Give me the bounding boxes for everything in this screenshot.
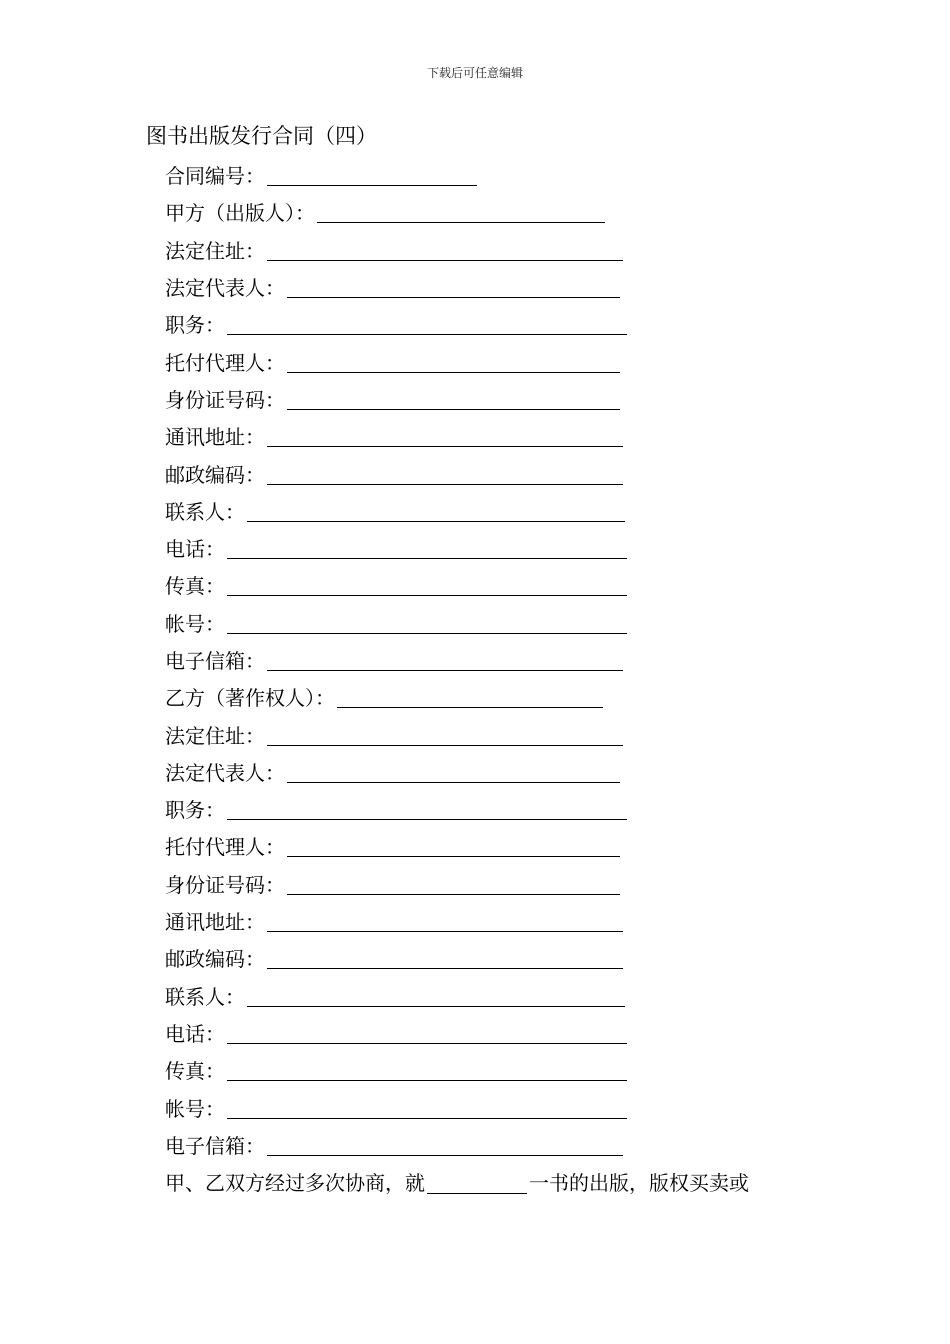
field-label: 法定住址：	[165, 723, 265, 748]
field-label: 电子信箱：	[165, 649, 265, 673]
field-label: 邮政编码：	[165, 947, 265, 972]
party-b-field	[165, 1014, 805, 1051]
party-a-field	[165, 641, 805, 678]
party-b-field	[165, 865, 805, 902]
party-b-field	[165, 902, 805, 939]
field-blank[interactable]	[227, 795, 627, 820]
party-a-heading: 甲方（出版人）：	[165, 201, 315, 226]
field-label: 电子信箱：	[165, 1133, 265, 1158]
party-a-field	[165, 604, 805, 641]
field-blank[interactable]	[227, 534, 627, 559]
field-blank[interactable]	[287, 758, 620, 783]
field-label: 传真：	[165, 1059, 225, 1084]
field-label: 邮政编码：	[165, 462, 265, 487]
field-label: 联系人：	[165, 499, 245, 524]
party-a-field	[165, 305, 805, 342]
contract-form	[165, 156, 805, 1200]
field-blank[interactable]	[227, 310, 627, 335]
document-title: 图书出版发行合同（四）	[146, 124, 377, 148]
party-a-field	[165, 417, 805, 454]
field-label: 通讯地址：	[165, 425, 265, 450]
page-header: 下载后可任意编辑	[426, 66, 523, 80]
field-blank[interactable]	[267, 944, 623, 969]
contract-number-blank[interactable]	[267, 161, 477, 186]
party-a-field	[165, 268, 805, 305]
party-b-field	[165, 1051, 805, 1088]
field-blank[interactable]	[287, 870, 620, 895]
field-blank[interactable]	[287, 385, 620, 410]
field-blank[interactable]	[227, 1056, 627, 1081]
intro-paragraph	[165, 1163, 805, 1200]
field-blank[interactable]	[227, 1094, 627, 1119]
field-label: 帐号：	[165, 611, 225, 636]
party-a-field	[165, 380, 805, 417]
field-blank[interactable]	[287, 348, 620, 373]
party-a-blank[interactable]	[317, 198, 605, 223]
field-label: 帐号：	[165, 1096, 225, 1121]
party-b-blank[interactable]	[337, 683, 603, 708]
party-a-field	[165, 566, 805, 603]
intro-text-after: 一书的出版，版权买卖或	[529, 1171, 749, 1196]
field-blank[interactable]	[267, 907, 623, 932]
party-b-field	[165, 1088, 805, 1125]
party-a-field	[165, 342, 805, 379]
party-b-field	[165, 1126, 805, 1163]
party-a-field	[165, 454, 805, 491]
party-b-field	[165, 753, 805, 790]
field-label: 电话：	[165, 1021, 225, 1046]
field-blank[interactable]	[267, 422, 623, 447]
field-label: 通讯地址：	[165, 910, 265, 935]
party-b-field	[165, 977, 805, 1014]
field-label: 职务：	[165, 313, 225, 338]
field-label: 电话：	[165, 537, 225, 562]
party-b-field	[165, 827, 805, 864]
field-blank[interactable]	[227, 609, 627, 634]
party-b-field	[165, 939, 805, 976]
party-b-heading: 乙方（著作权人）：	[165, 686, 335, 711]
field-blank[interactable]	[287, 832, 620, 857]
field-blank[interactable]	[247, 982, 625, 1007]
field-label: 联系人：	[165, 984, 245, 1009]
field-label: 法定住址：	[165, 238, 265, 263]
party-a-field	[165, 492, 805, 529]
field-blank[interactable]	[267, 721, 623, 746]
party-a-field	[165, 529, 805, 566]
field-blank[interactable]	[287, 273, 620, 298]
field-label: 身份证号码：	[165, 387, 285, 412]
intro-text-before: 甲、乙双方经过多次协商，就	[165, 1171, 425, 1196]
field-blank[interactable]	[267, 646, 623, 671]
field-blank[interactable]	[247, 497, 625, 522]
field-label: 托付代理人：	[165, 835, 285, 860]
field-label: 托付代理人：	[165, 350, 285, 375]
party-a-heading-row	[165, 193, 805, 230]
field-blank[interactable]	[267, 236, 623, 261]
party-b-heading-row	[165, 678, 805, 715]
field-blank[interactable]	[227, 571, 627, 596]
field-blank[interactable]	[267, 460, 623, 485]
party-a-field	[165, 231, 805, 268]
field-blank[interactable]	[227, 1019, 627, 1044]
field-label: 法定代表人：	[165, 760, 285, 785]
field-label: 传真：	[165, 574, 225, 599]
book-title-blank[interactable]	[427, 1173, 527, 1194]
contract-number-label: 合同编号：	[165, 164, 265, 189]
field-label: 法定代表人：	[165, 276, 285, 301]
field-label: 身份证号码：	[165, 872, 285, 897]
party-b-field	[165, 790, 805, 827]
field-blank[interactable]	[267, 1131, 623, 1156]
contract-number-row	[165, 156, 805, 193]
party-b-field	[165, 715, 805, 752]
field-label: 职务：	[165, 798, 225, 823]
